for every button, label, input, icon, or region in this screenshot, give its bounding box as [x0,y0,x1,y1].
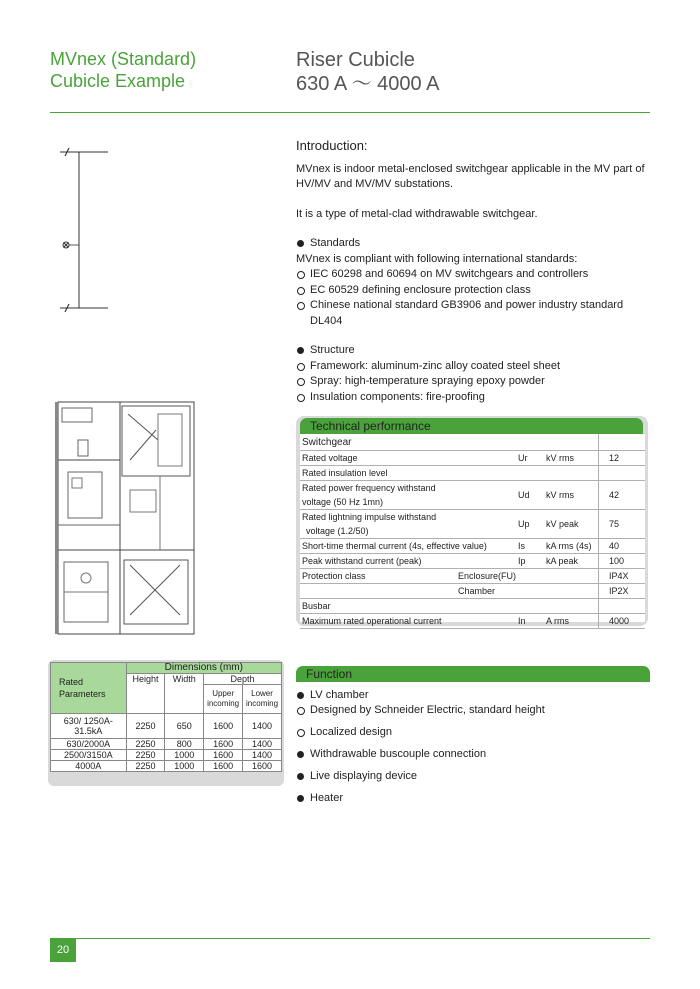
standards-heading: Standards [296,236,656,252]
technical-performance-table [300,434,645,629]
table-row: Rated insulation level [300,466,645,481]
table-row: Maximum rated operational current In A rms 4000 [300,614,645,629]
section-busbar: Busbar [300,599,599,614]
header-left-line2: Cubicle Example [50,71,186,91]
header-left-line1: MVnex (Standard) [50,49,197,69]
function-item: Withdrawable buscouple connection [296,747,656,762]
height-header: Height [126,674,165,714]
standard-item: EC 60529 defining enclosure protection class [296,283,656,299]
table-row: Rated power frequency withstand voltage (50 Hz 1mn) Ud kV rms 42 [300,481,645,510]
table-row: Rated voltage Ur kV rms 12 [300,451,645,466]
standard-item: IEC 60298 and 60694 on MV switchgears and controllers [296,267,656,283]
footer-rule [50,938,650,939]
function-list [296,688,656,806]
structure-item: Insulation components: fire-proofing [296,390,656,406]
technical-performance-title: Technical performance [300,418,643,434]
table-row: Chamber IP2X [300,584,645,599]
table-row: 630/2000A 2250 800 1600 1400 [51,739,282,750]
table-row: 2500/3150A 2250 1000 1600 1400 [51,750,282,761]
table-row: Rated lightning impulse withstand voltage (1.2/50) Up kV peak 75 [300,510,645,539]
table-row: 4000A 2250 1000 1600 1600 [51,761,282,772]
section-switchgear: Switchgear [300,434,599,451]
header-right-line2: 630 A ～ 4000 A [296,73,440,95]
lower-incoming-header: Lower incoming [243,685,282,714]
standard-item: Chinese national standard GB3906 and power industry standard DL404 [296,298,656,329]
single-line-diagram [50,140,120,320]
structure-heading: Structure [296,343,656,359]
rated-parameters-header: Rated Parameters [51,663,127,714]
standards-intro: MVnex is compliant with following international standards: [296,252,578,265]
function-item: Designed by Schneider Electric, standard height [296,703,656,718]
table-row: Peak withstand current (peak) Ip kA peak 100 [300,554,645,569]
header-rule [50,112,650,113]
function-item: Live displaying device [296,769,656,784]
structure-item: Spray: high-temperature spraying epoxy powder [296,374,656,390]
header-left-title [50,48,196,92]
introduction-paragraph-2: It is a type of metal-clad withdrawable switchgear. [296,207,538,220]
header-right-line1: Riser Cubicle [296,49,415,71]
introduction-title: Introduction: [296,138,368,153]
introduction-paragraph-1: MVnex is indoor metal-enclosed switchgear applicable in the MV part of HV/MV and MV/MV substations. [296,162,645,190]
table-row: Short-time thermal current (4s, effective value) Is kA rms (4s) 40 [300,539,645,554]
table-row: 630/ 1250A-31.5kA 2250 650 1600 1400 [51,714,282,739]
function-item: Heater [296,791,656,806]
page-number: 20 [50,938,76,962]
cubicle-drawing [50,400,200,640]
dimensions-header: Dimensions (mm) [126,663,281,674]
function-item: LV chamber [296,688,656,703]
table-row: Protection class Enclosure(FU) IP4X [300,569,645,584]
technical-performance-panel [296,416,648,626]
depth-header: Depth [204,674,282,685]
function-item: Localized design [296,725,656,740]
dimensions-table [50,662,282,772]
introduction-section [296,138,656,405]
dimensions-table-wrap [50,662,282,772]
structure-item: Framework: aluminum-zinc alloy coated steel sheet [296,359,656,375]
header-right-title [296,48,439,96]
width-header: Width [165,674,204,714]
function-title: Function [296,666,650,682]
upper-incoming-header: Upper incoming [204,685,243,714]
